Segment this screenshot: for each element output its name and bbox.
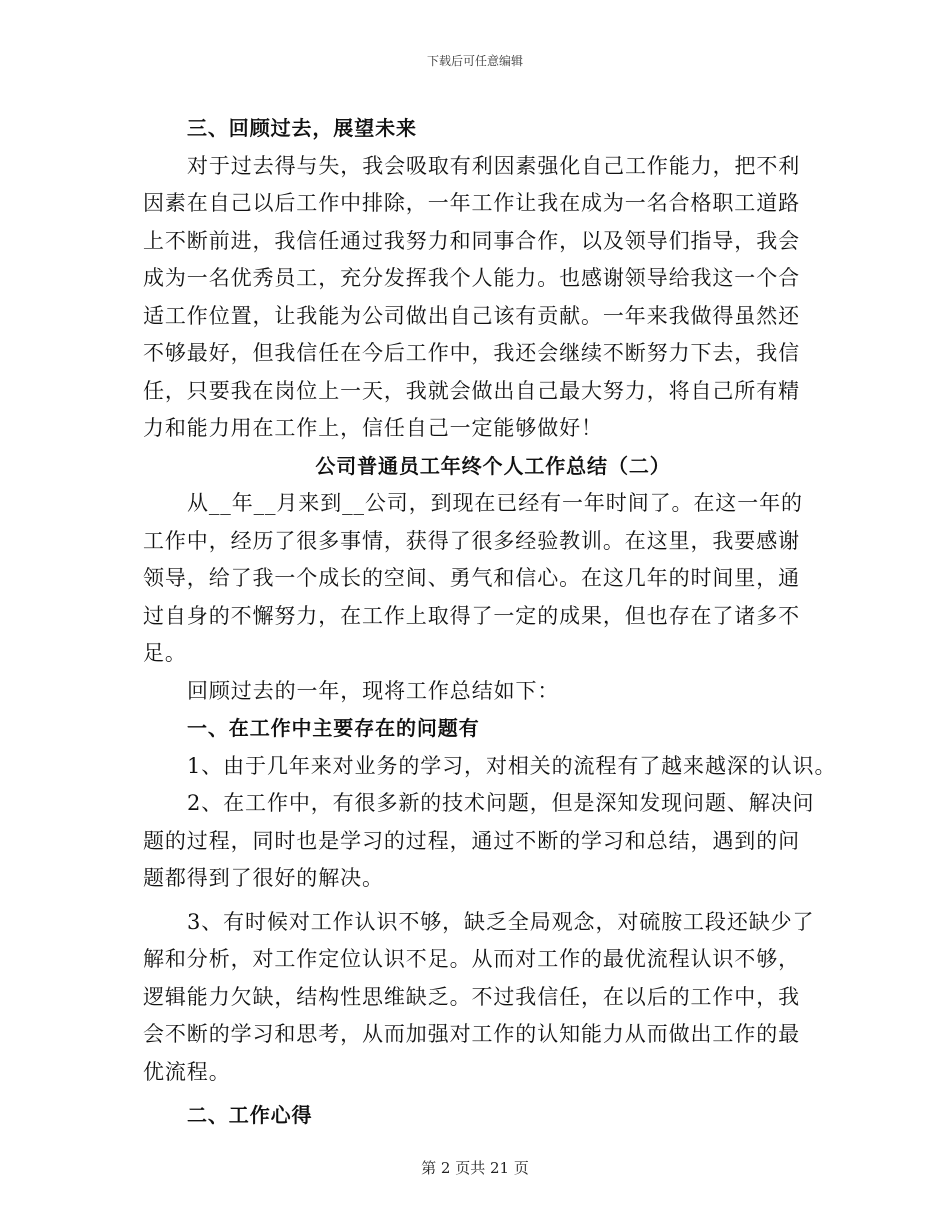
- paragraph-line: 上不断前进，我信任通过我努力和同事合作，以及领导们指导，我会: [143, 228, 800, 253]
- paragraph-line: 适工作位置，让我能为公司做出自己该有贡献。一年来我做得虽然还: [143, 303, 800, 328]
- paragraph-line: 力和能力用在工作上，信任自己一定能够做好！: [143, 416, 603, 440]
- list-item: 2、在工作中，有很多新的技术问题，但是深知发现问题、解决问: [187, 791, 815, 815]
- page-number: 第 2 页共 21 页: [421, 1159, 529, 1177]
- paragraph-line: 不够最好，但我信任在今后工作中，我还会继续不断努力下去，我信: [143, 341, 800, 365]
- list-item: 1、由于几年来对业务的学习，对相关的流程有了越来越深的认识。: [187, 753, 837, 778]
- paragraph-line: 解和分析，对工作定位认识不足。从而对工作的最优流程认识不够，: [143, 947, 800, 971]
- paragraph-line: 逻辑能力欠缺，结构性思维缺乏。不过我信任，在以后的工作中，我: [143, 984, 800, 1009]
- section-heading-review: 三、回顾过去，展望未来: [187, 116, 417, 140]
- paragraph-line: 回顾过去的一年，现将工作总结如下：: [187, 678, 560, 703]
- paragraph-line: 题都得到了很好的解决。: [143, 866, 384, 890]
- paragraph-line: 过自身的不懈努力，在工作上取得了一定的成果，但也存在了诸多不: [143, 603, 800, 628]
- section-heading-insights: 二、工作心得: [187, 1103, 313, 1127]
- paragraph-line: 任，只要我在岗位上一天，我就会做出自己最大努力，将自己所有精: [143, 378, 800, 403]
- paragraph-line: 从__年__月来到__公司，到现在已经有一年时间了。在这一年的: [187, 491, 803, 515]
- page-header: 下载后可任意编辑: [426, 54, 523, 68]
- paragraph-line: 足。: [143, 641, 187, 665]
- paragraph-line: 对于过去得与失，我会吸取有利因素强化自己工作能力，把不利: [187, 153, 801, 178]
- paragraph-line: 会不断的学习和思考，从而加强对工作的认知能力从而做出工作的最: [143, 1022, 800, 1046]
- list-item: 3、有时候对工作认识不够，缺乏全局观念，对硫胺工段还缺少了: [187, 909, 815, 934]
- paragraph-line: 优流程。: [143, 1059, 231, 1084]
- section-heading-problems: 一、在工作中主要存在的问题有: [187, 716, 480, 740]
- paragraph-line: 题的过程，同时也是学习的过程，通过不断的学习和总结，遇到的问: [143, 828, 800, 853]
- document-body: [143, 110, 837, 1135]
- document-title: 公司普通员工年终个人工作总结（二）: [315, 453, 671, 478]
- paragraph-line: 领导，给了我一个成长的空间、勇气和信心。在这几年的时间里，通: [143, 566, 800, 590]
- paragraph-line: 工作中，经历了很多事情，获得了很多经验教训。在这里，我要感谢: [143, 528, 800, 553]
- paragraph-line: 因素在自己以后工作中排除，一年工作让我在成为一名合格职工道路: [143, 191, 800, 215]
- paragraph-line: 成为一名优秀员工，充分发挥我个人能力。也感谢领导给我这一个合: [143, 266, 800, 290]
